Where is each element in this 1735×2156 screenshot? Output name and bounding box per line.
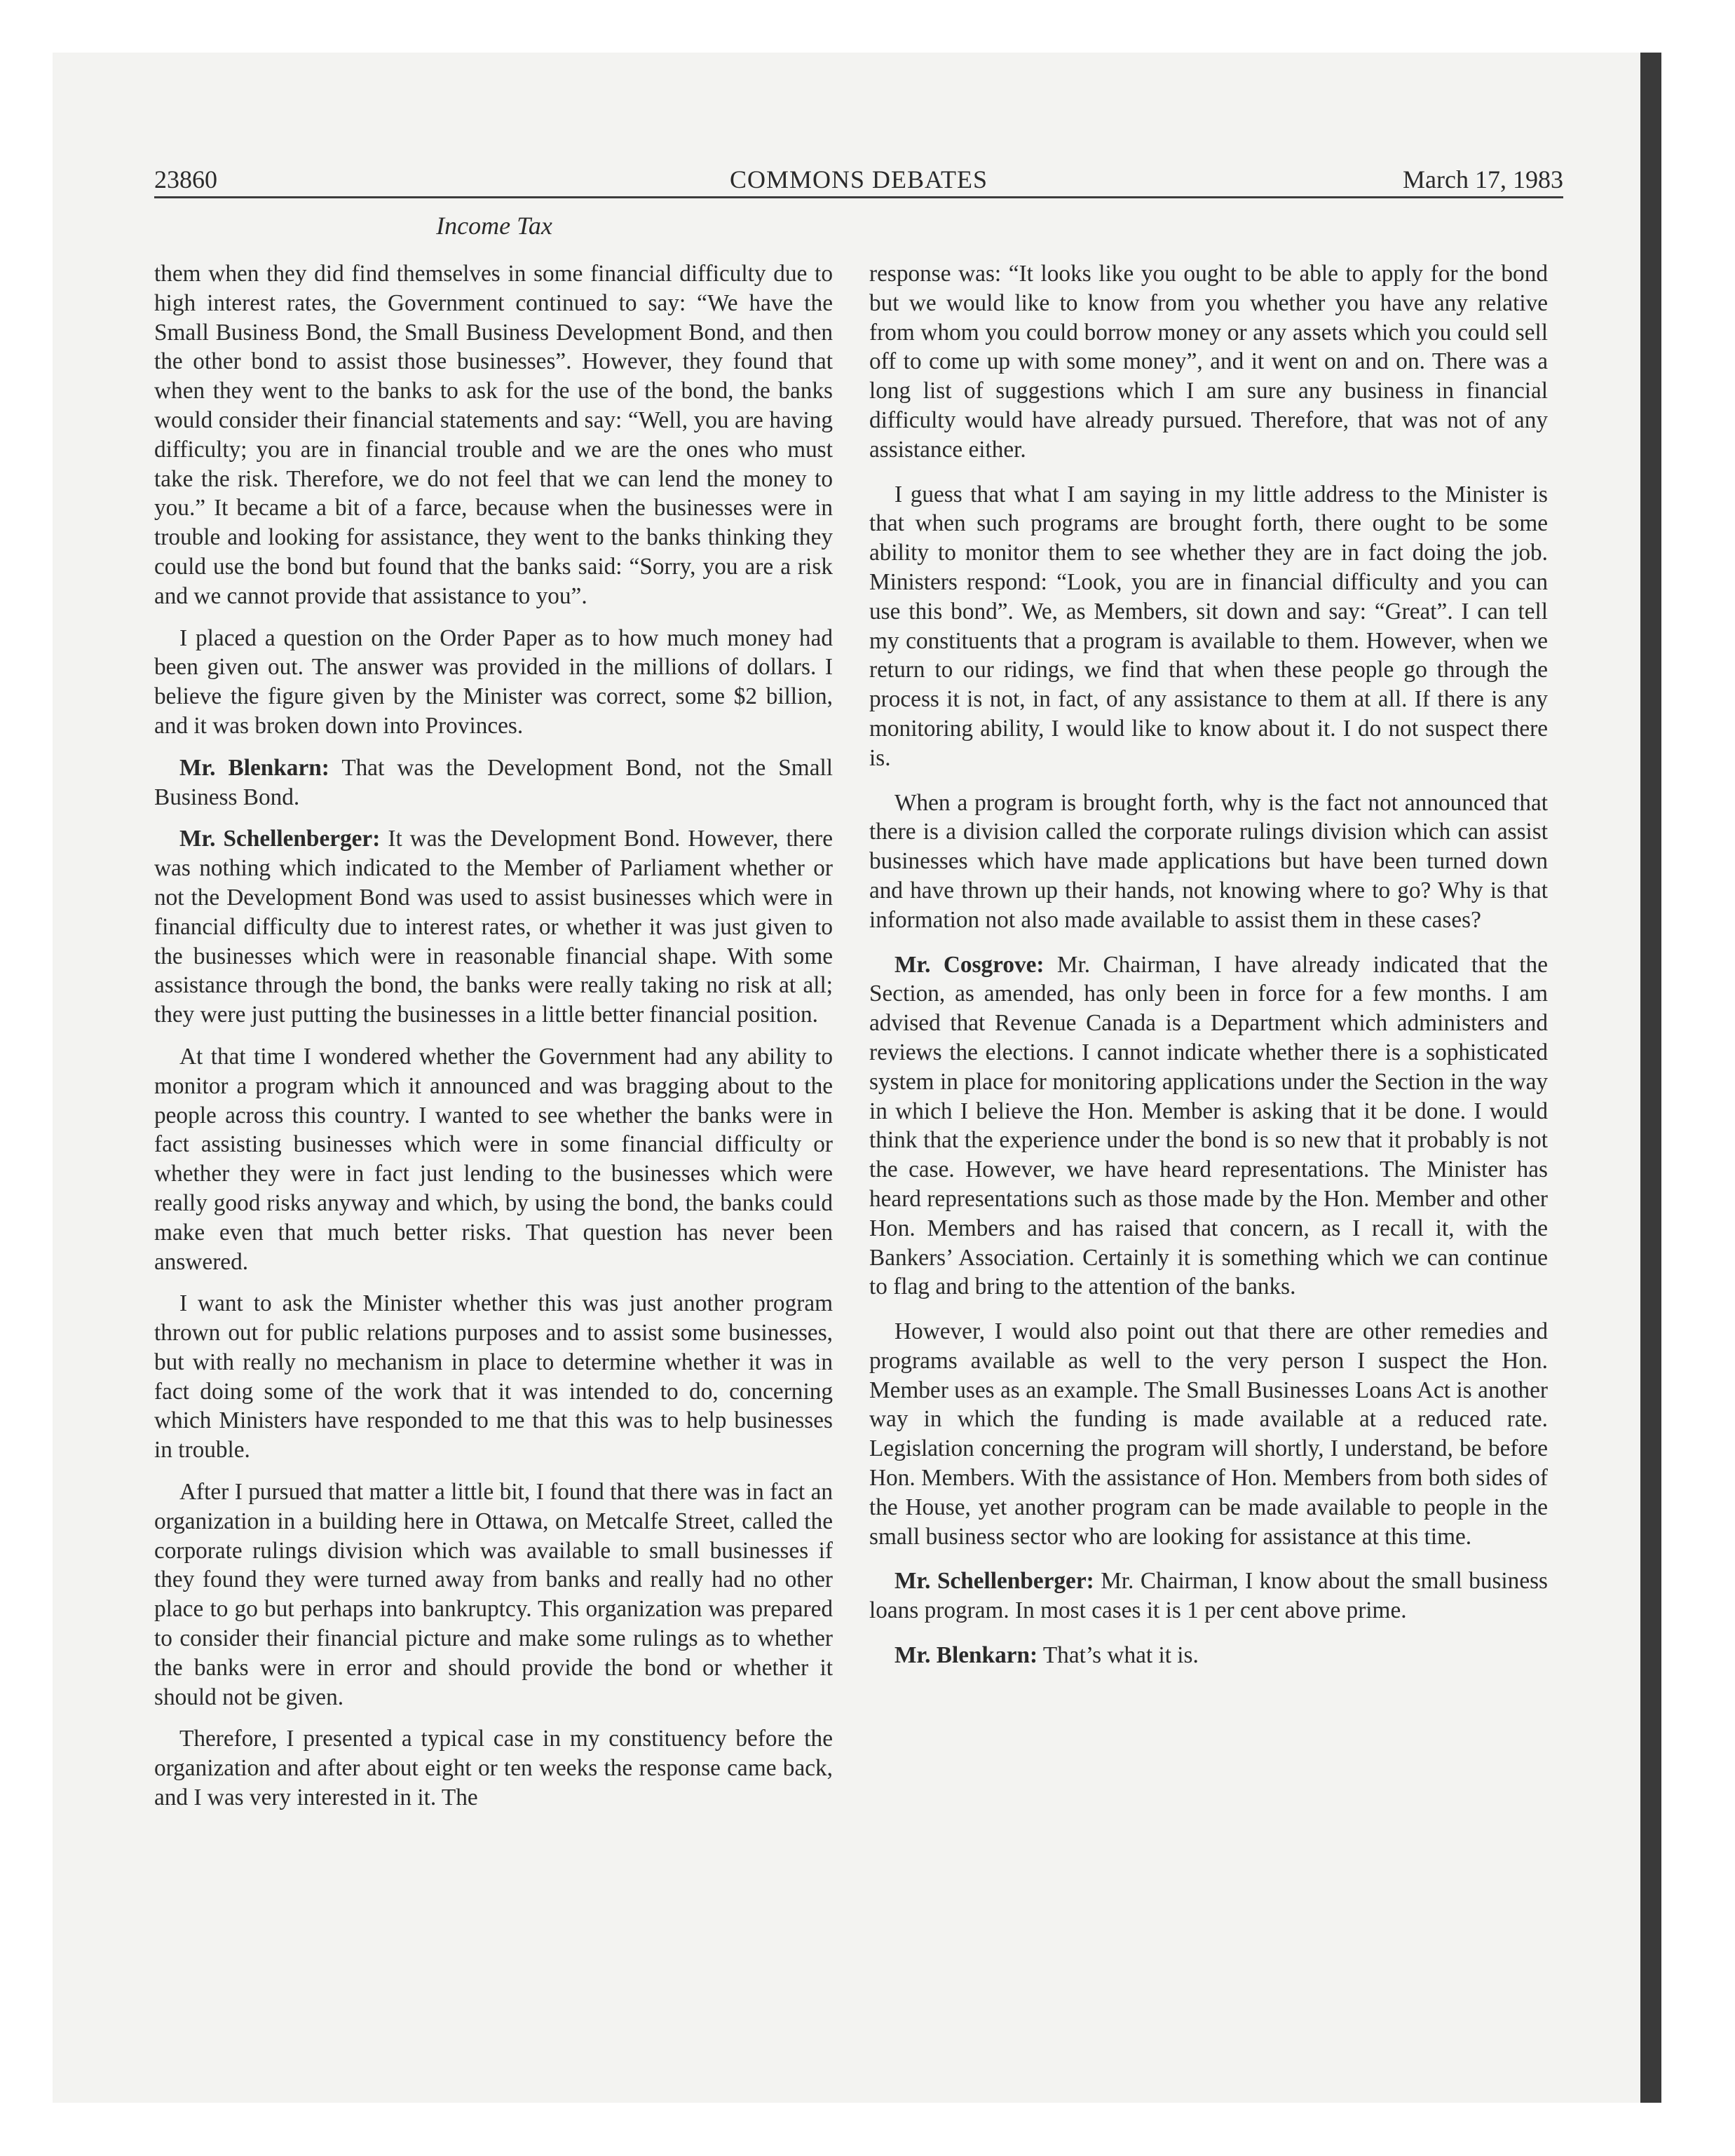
paragraph xyxy=(154,1478,833,1712)
speech-text: That’s what it is. xyxy=(1042,1642,1199,1669)
left-column xyxy=(154,259,833,1825)
speech-text: Mr. Chairman, I know about the small business loans program. In most cases it is 1 per cent above prime. xyxy=(869,1568,1549,1624)
speaker-name: Mr. Blenkarn: xyxy=(894,1642,1038,1669)
paragraph-text: Therefore, I presented a typical case in my constituency before the organization and after about eight or ten weeks the response came back, and I was very interested in it. The xyxy=(154,1726,833,1811)
paragraph xyxy=(869,1317,1548,1551)
paragraph-text: I placed a question on the Order Paper as to how much money had been given out. The answer was provided in the millions of dollars. I believe the figure given by the Minister was correct, some $2 billion, and it was broken down into Provinces. xyxy=(154,625,833,739)
page-date: March 17, 1983 xyxy=(1403,165,1563,193)
speaker-name: Mr. Blenkarn: xyxy=(179,754,329,781)
speech xyxy=(869,1641,1548,1670)
speech-text: It was the Development Bond. However, there was nothing which indicated to the Member of Parliament whether or not the Development Bond was used to assist businesses which were in financial difficulty due to interest rates, or whether it was just given to the businesses which were in reasonable financial shape. With some assistance through the bond, the banks were really taking no risk at all; they were just putting the businesses in a little better financial position. xyxy=(154,826,834,1028)
paragraph-text: When a program is brought forth, why is the fact not announced that there is a division called the corporate rulings division which can assist businesses which have made applications but have been turned down and have thrown up their hands, not knowing where to go? Why is that information not also made available to assist them in these cases? xyxy=(869,789,1548,933)
paragraph-text: At that time I wondered whether the Government had any ability to monitor a program which it announced and was bragging about to the people across this country. I wanted to see whether the banks were in fact assisting businesses which were in some financial difficulty or whether they were in fact just lending to the businesses which were really good risks anyway and which, by using the bond, the banks could make even that much better risks. That question has never been answered. xyxy=(154,1043,833,1275)
speech-text: Mr. Chairman, I have already indicated that the Section, as amended, has only been in force for a few months. I am advised that Revenue Canada is a Department which administers and reviews the elections. I cannot indicate whether there is a sophisticated system in place for monitoring applications under the Section in the way in which I believe the Hon. Member is asking that it be done. I would think that the experience under the bond is so new that it probably is not the case. However, we have heard representations. The Minister has heard representations such as those made by the Hon. Member and other Hon. Members and has raised that concern, as I recall it, with the Bankers’ Association. Certainly it is something which we can continue to flag and bring to the attention of the banks. xyxy=(869,951,1548,1300)
speech xyxy=(869,1567,1548,1625)
paragraph xyxy=(154,1289,833,1465)
page-header xyxy=(154,163,1563,198)
speaker-name: Mr. Cosgrove: xyxy=(894,951,1045,978)
paragraph-text: I guess that what I am saying in my little address to the Minister is that when such programs are brought forth, there ought to be some ability to monitor them to see whether they are in fact doing the job. Ministers respond: “Look, you are in financial difficulty and you can use this bond”. We, as Members, sit down and say: “Great”. I can tell my constituents that a program is available to them. However, when we return to our ridings, we find that when these people go through the process it is not, in fact, of any assistance to them at all. If there is any monitoring ability, I would like to know about it. I do not suspect there is. xyxy=(869,481,1548,771)
section-title: Income Tax xyxy=(436,212,552,240)
paragraph xyxy=(154,259,833,611)
speaker-name: Mr. Schellenberger: xyxy=(894,1568,1094,1595)
paragraph xyxy=(154,1042,833,1276)
paragraph xyxy=(154,624,833,741)
publication-title: COMMONS DEBATES xyxy=(729,165,988,193)
paragraph-text: response was: “It looks like you ought to be able to apply for the bond but we would like to know from you whether you have any relative from whom you could borrow money or any assets which you could sell off to come up with some money”, and it went on and on. There was a long list of suggestions which I am sure any business in financial difficulty would have already pursued. Therefore, that was not of any assistance either. xyxy=(869,261,1548,463)
paragraph xyxy=(869,480,1548,773)
scan-edge-shadow xyxy=(1640,53,1661,2103)
page-number: 23860 xyxy=(154,165,217,193)
paragraph-text: I want to ask the Minister whether this was just another program thrown out for public relations purposes and to assist some businesses, but with really no mechanism in place to determine whether it was in fact doing some of the work that it was intended to do, concerning which Ministers have responded to me that this was to help businesses in trouble. xyxy=(154,1290,833,1464)
speech-text: That was the Development Bond, not the Small Business Bond. xyxy=(154,754,833,810)
speaker-name: Mr. Schellenberger: xyxy=(179,826,381,852)
paragraph xyxy=(869,259,1548,465)
paragraph-text: However, I would also point out that there are other remedies and programs available as well to the very person I suspect the Hon. Member uses as an example. The Small Businesses Loans Act is another way in which the funding is made available at a reduced rate. Legislation concerning the program will shortly, I understand, be before Hon. Members. With the assistance of Hon. Members from both sides of the House, yet another program can be made available to people in the small business sector who are looking for assistance at this time. xyxy=(869,1318,1548,1550)
speech xyxy=(869,950,1548,1302)
speech xyxy=(154,753,833,812)
paragraph xyxy=(869,789,1548,935)
paragraph xyxy=(154,1724,833,1812)
right-column xyxy=(869,259,1548,1683)
paragraph-text: them when they did find themselves in some financial difficulty due to high interest rates, the Government continued to say: “We have the Small Business Bond, the Small Business Development Bond, and then the other bond to assist those businesses”. However, they found that when they went to the banks to ask for the use of the bond, the banks would consider their financial statements and say: “Well, you are having difficulty; you are in financial trouble and we are the ones who must take the risk. Therefore, we do not feel that we can lend the money to you.” It became a bit of a farce, because when the businesses were in trouble and looking for assistance, they went to the banks thinking they could use the bond but found that the banks said: “Sorry, you are a risk and we cannot provide that assistance to you”. xyxy=(154,261,833,609)
speech xyxy=(154,824,833,1030)
paragraph-text: After I pursued that matter a little bit, I found that there was in fact an organization in a building here in Ottawa, on Metcalfe Street, called the corporate rulings division which was available to small businesses if they found they were turned away from banks and really had no other place to go but perhaps into bankruptcy. This organization was prepared to consider their financial picture and make some rulings as to whether the banks were in error and should provide the bond or whether it should not be given. xyxy=(154,1479,833,1710)
